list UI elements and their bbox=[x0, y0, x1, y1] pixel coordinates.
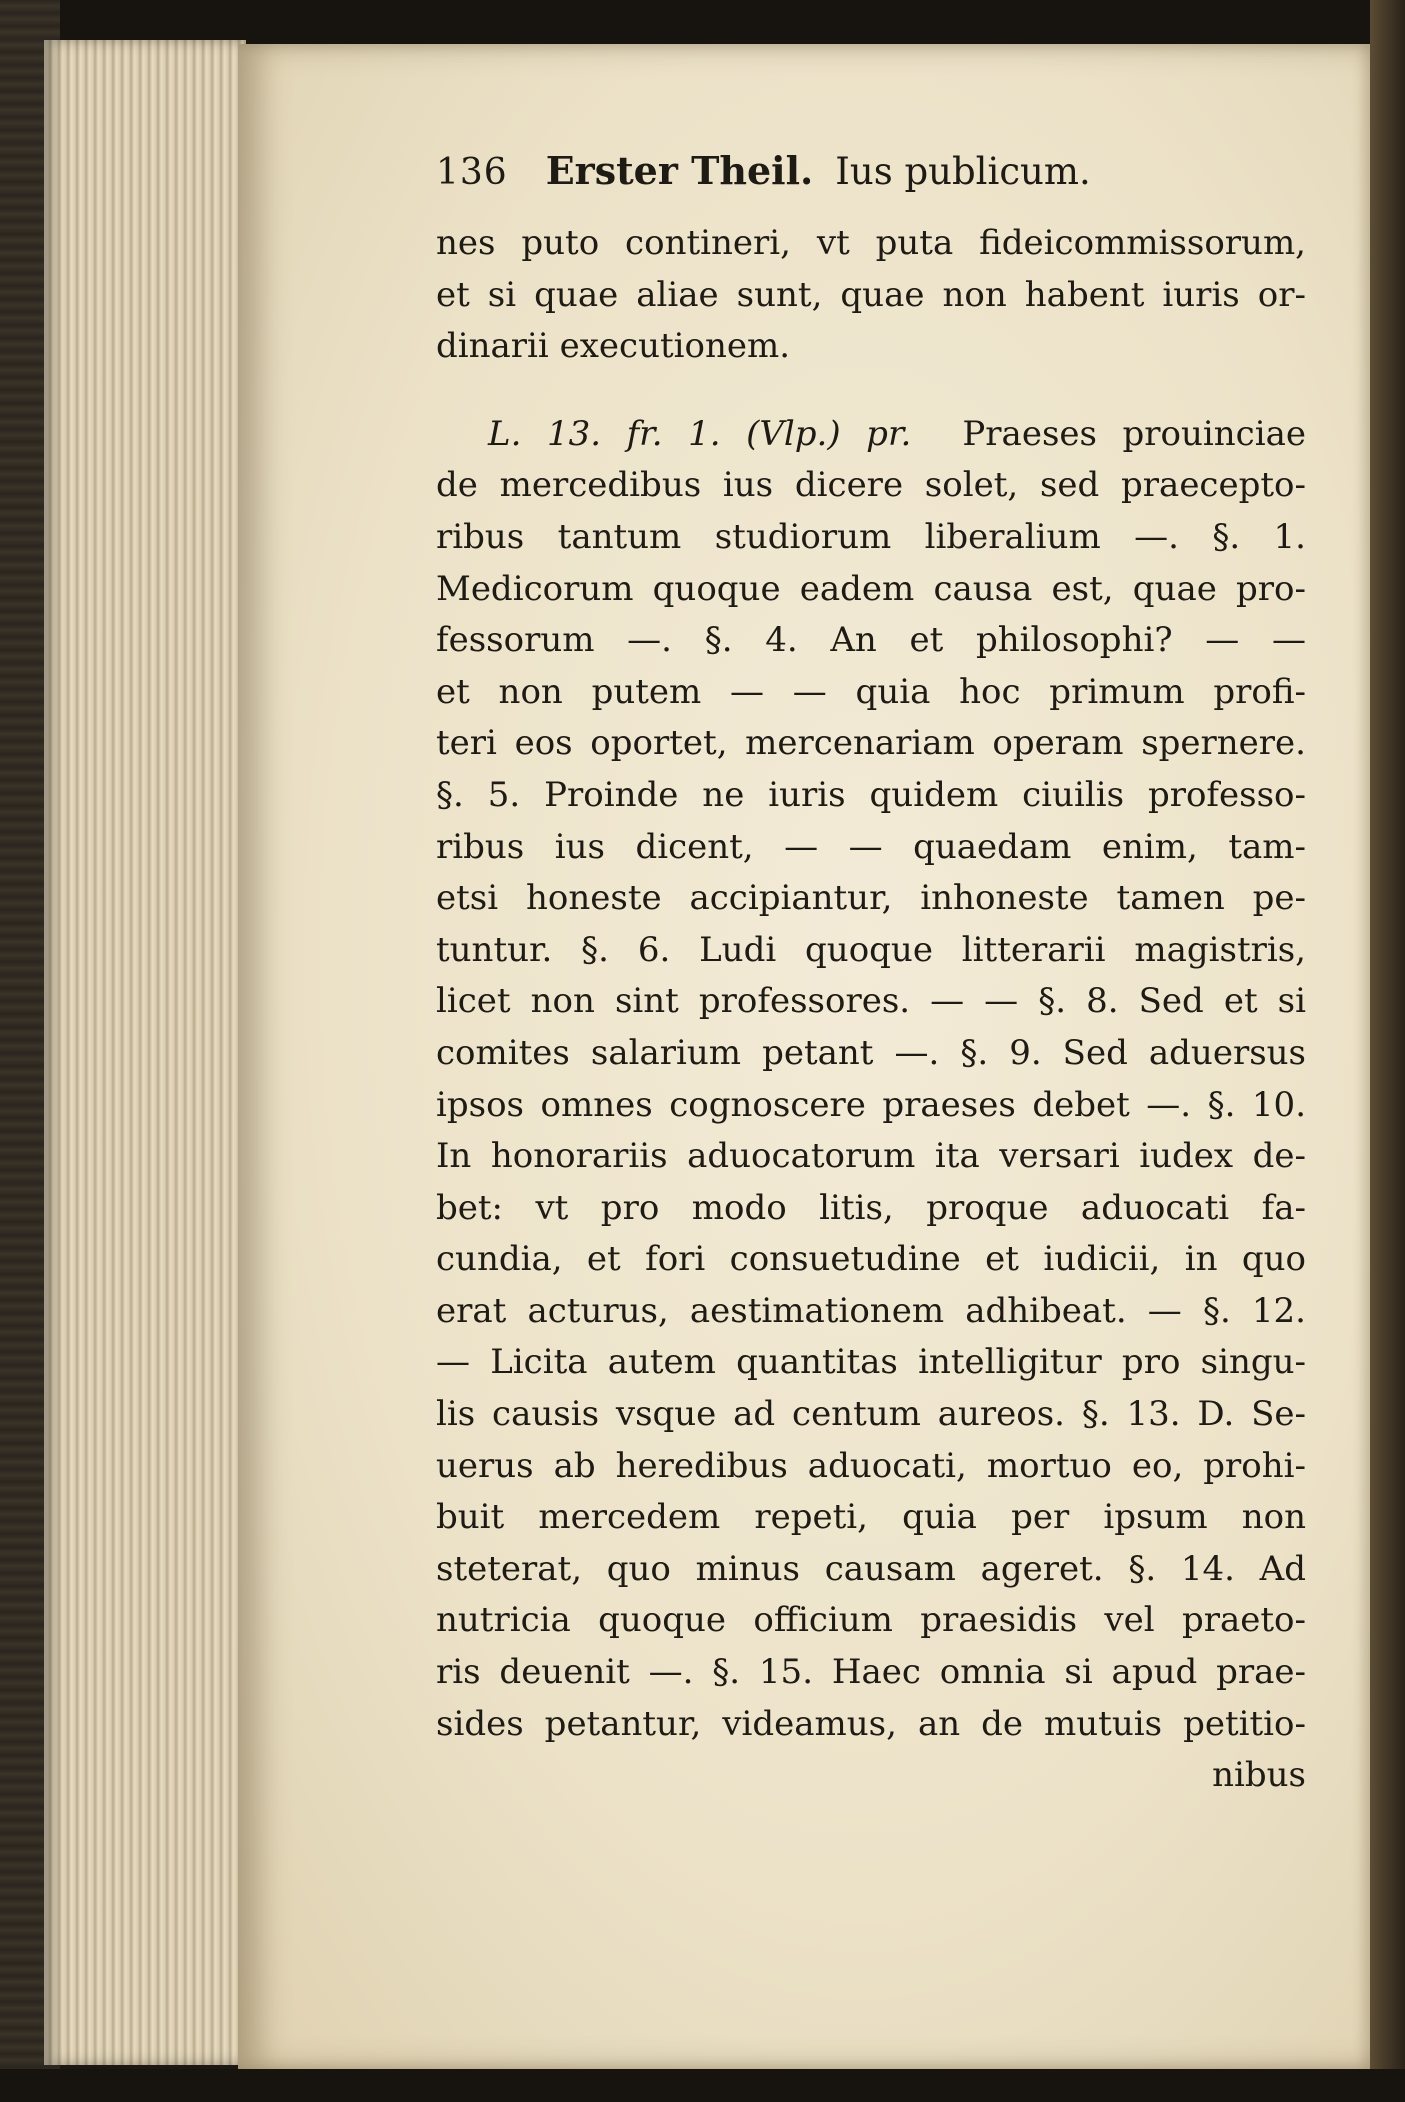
text-line: nutricia quoque officium praesidis vel praeto- bbox=[436, 1600, 1306, 1641]
running-header bbox=[436, 148, 1306, 218]
scan-bottom-border bbox=[0, 2069, 1405, 2102]
running-head-german: Erster Theil. bbox=[545, 148, 814, 193]
scan-top-border bbox=[0, 0, 1405, 44]
page-text bbox=[436, 148, 1306, 1802]
page-edges bbox=[44, 40, 246, 2065]
text-line: Medicorum quoque eadem causa est, quae pro- bbox=[436, 568, 1306, 609]
text-line: ribus tantum studiorum liberalium —. §. 1. bbox=[436, 516, 1306, 557]
text-line: comites salarium petant —. §. 9. Sed aduersus bbox=[436, 1032, 1306, 1073]
text-line: tuntur. §. 6. Ludi quoque litterarii magistris, bbox=[436, 929, 1306, 970]
text-line: etsi honeste accipiantur, inhoneste tamen pe- bbox=[436, 878, 1306, 919]
text-line: fessorum —. §. 4. An et philosophi? — — bbox=[436, 620, 1306, 661]
text-line: lis causis vsque ad centum aureos. §. 13. D. Se- bbox=[436, 1394, 1306, 1435]
text-line: nes puto contineri, vt puta fideicommissorum, bbox=[436, 223, 1306, 263]
text-line: erat acturus, aestimationem adhibeat. — §. 12. bbox=[436, 1290, 1306, 1331]
text-line: buit mercedem repeti, quia per ipsum non bbox=[436, 1497, 1306, 1538]
text-line: — Licita autem quantitas intelligitur pro singu- bbox=[436, 1342, 1306, 1383]
text-line: de mercedibus ius dicere solet, sed praecepto- bbox=[436, 465, 1306, 506]
text-line: et non putem — — quia hoc primum profi- bbox=[436, 671, 1306, 712]
text-line: uerus ab heredibus aduocati, mortuo eo, prohi- bbox=[436, 1445, 1306, 1486]
text-line: dinarii executionem. bbox=[436, 326, 791, 367]
text-line: et si quae aliae sunt, quae non habent iuris or- bbox=[436, 274, 1306, 315]
catchword: nibus bbox=[1212, 1755, 1306, 1796]
text-line: ribus ius dicent, — — quaedam enim, tam- bbox=[436, 826, 1306, 867]
paragraph-1 bbox=[436, 218, 1306, 373]
scan-right-border bbox=[1370, 0, 1405, 2102]
text-line: sides petantur, videamus, an de mutuis petitio- bbox=[436, 1703, 1306, 1744]
text-line: §. 5. Proinde ne iuris quidem ciuilis professo- bbox=[436, 774, 1306, 815]
citation-text: Praeses prouinciae bbox=[962, 413, 1306, 454]
text-line: ipsos omnes cognoscere praeses debet —. §. 10. bbox=[436, 1084, 1306, 1125]
text-line: teri eos oportet, mercenariam operam spernere. bbox=[436, 723, 1306, 764]
paragraph-2 bbox=[436, 409, 1306, 1750]
text-line: In honorariis aduocatorum ita versari iudex de- bbox=[436, 1136, 1306, 1177]
running-head-latin: Ius publicum. bbox=[835, 150, 1091, 193]
text-line: licet non sint professores. — — §. 8. Sed et si bbox=[436, 981, 1306, 1022]
text-line: steterat, quo minus causam ageret. §. 14. Ad bbox=[436, 1548, 1306, 1589]
paragraph-gap bbox=[436, 373, 1306, 409]
text-line: cundia, et fori consuetudine et iudicii, in quo bbox=[436, 1239, 1306, 1280]
text-line: ris deuenit —. §. 15. Haec omnia si apud prae- bbox=[436, 1652, 1306, 1693]
text-line-first bbox=[436, 409, 1306, 461]
legal-citation: L. 13. fr. 1. (Vlp.) pr. bbox=[488, 413, 912, 454]
page-number: 136 bbox=[436, 152, 508, 193]
text-line: bet: vt pro modo litis, proque aduocati fa- bbox=[436, 1187, 1306, 1228]
